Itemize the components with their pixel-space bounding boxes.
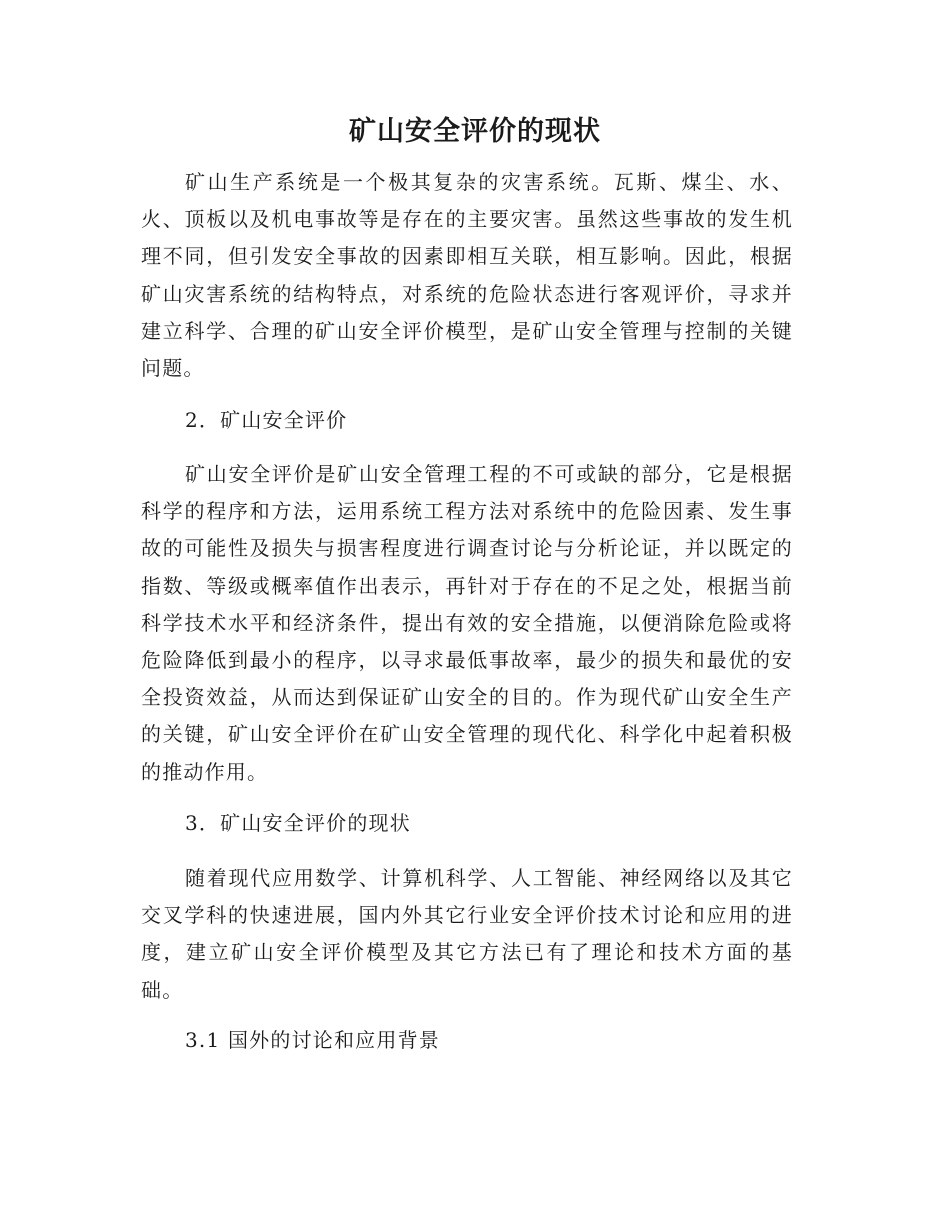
paragraph-intro: 矿山生产系统是一个极其复杂的灾害系统。瓦斯、煤尘、水、火、顶板以及机电事故等是存在的主要灾害。虽然这些事故的发生机理不同，但引发安全事故的因素即相互关联，相互影响。因此，根据矿山灾害系统的结构特点，对系统的危险状态进行客观评价，寻求并建立科学、合理的矿山安全评价模型，是矿山安全管理与控制的关键问题。	[141, 170, 793, 381]
document-title: 矿山安全评价的现状	[349, 116, 601, 147]
paragraph-safety-evaluation: 矿山安全评价是矿山安全管理工程的不可或缺的部分，它是根据科学的程序和方法，运用系统工程方法对系统中的危险因素、发生事故的可能性及损失与损害程度进行调查讨论与分析论证，并以既定的指数、等级或概率值作出表示，再针对于存在的不足之处，根据当前科学技术水平和经济条件，提出有效的安全措施，以便消除危险或将危险降低到最小的程序，以寻求最低事故率，最少的损失和最优的安全投资效益，从而达到保证矿山安全的目的。作为现代矿山安全生产的关键，矿山安全评价在矿山安全管理的现代化、科学化中起着积极的推动作用。	[141, 462, 793, 784]
section-heading-3-1: 3.1 国外的讨论和应用背景	[185, 1028, 440, 1052]
paragraph-current-status: 随着现代应用数学、计算机科学、人工智能、神经网络以及其它交叉学科的快速进展，国内外其它行业安全评价技术讨论和应用的进度，建立矿山安全评价模型及其它方法已有了理论和技术方面的基础。	[141, 866, 793, 1002]
section-heading-2: 2．矿山安全评价	[185, 408, 348, 432]
section-heading-3: 3．矿山安全评价的现状	[185, 811, 411, 835]
